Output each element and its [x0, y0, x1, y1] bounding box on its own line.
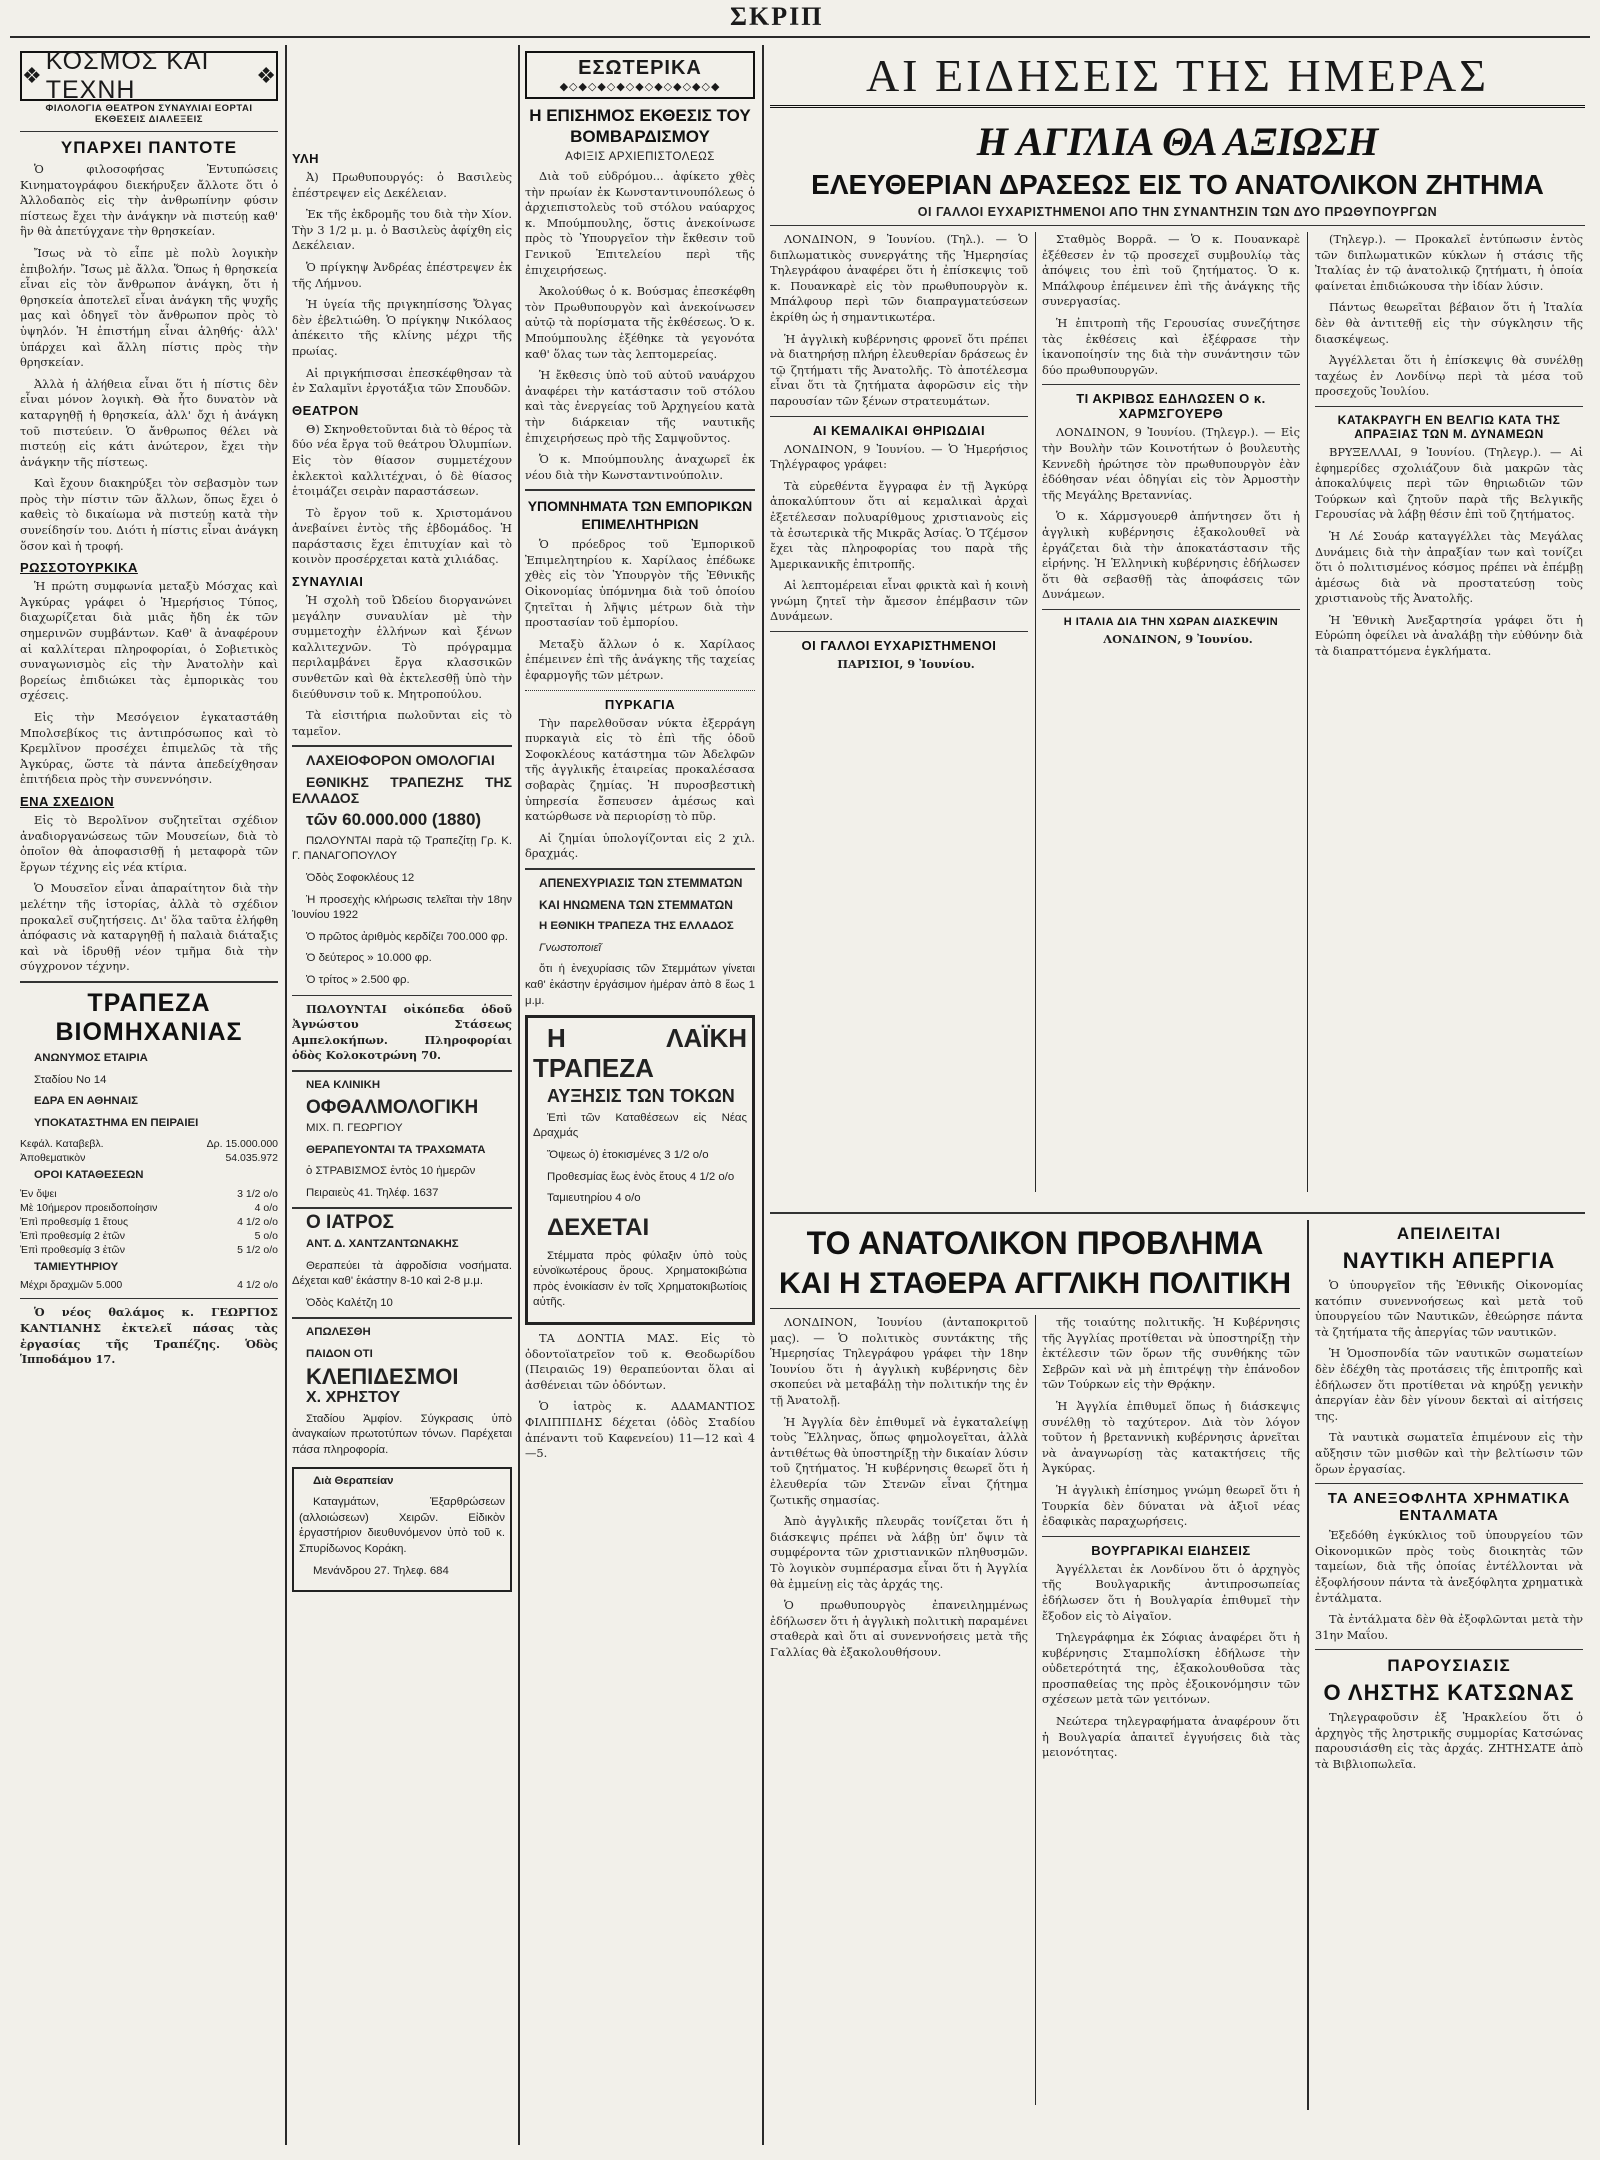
- column-rule: [1035, 1315, 1036, 2105]
- article-paragraph: Τὰ εἰσιτήρια πωλοῦνται εἰς τὸ ταμεῖον.: [292, 708, 512, 738]
- divider: [292, 745, 512, 747]
- column-rule: [518, 45, 520, 2145]
- article-paragraph: Ὁ Μουσεῖον εἶναι ἀπαραίτητον διὰ τὴν μελέτην τῆς ἱστορίας, ἀλλὰ τὸ σχέδιον προκαλεῖ συζητήσεις. Δι' ὅλα ταῦτα ἐλήφθη ἀπόφασις νὰ καταργηθῇ ἡ παλαιὰ διάταξις καὶ νὰ ἱδρυθῇ νέον τμῆμα διὰ τὴν σύγχρονον τέχνην.: [20, 881, 278, 974]
- ad-row-label: Ἀποθεματικὸν: [20, 1152, 86, 1165]
- article-paragraph: Εἰς τὴν Μεσόγειον ἐγκαταστάθη Μπολσεβίκος τις ἀντιπρόσωπος καὶ τὸ Κρεμλῖνον προσέχει ἐπιμελῶς τὰ τῆς Ἀγκύρας, ὥστε τὰ πάντα ἀπεδείχθησαν ἐπιτήδεια πρὸς τὴν συνεννόησιν.: [20, 710, 278, 787]
- article-title: ΠΥΡΚΑΓΙΑ: [604, 696, 676, 712]
- ad-row: [20, 1229, 278, 1243]
- ad-line: Σταδίου Νο 14: [34, 1073, 107, 1086]
- ad-line: τῶν 60.000.000 (1880): [306, 810, 482, 830]
- article-title: ΤΙ ΑΚΡΙΒΩΣ ΕΔΗΛΩΣΕΝ Ο κ. ΧΑΡΜΣΓΟΥΕΡΘ: [1076, 391, 1266, 422]
- ad-title: ΤΡΑΠΕΖΑ ΒΙΟΜΗΧΑΝΙΑΣ: [55, 988, 243, 1046]
- ad-line: Διὰ Θεραπείαν: [313, 1474, 394, 1487]
- ad-line: Ο ΙΑΤΡΟΣ: [306, 1212, 394, 1234]
- divider: [770, 1308, 1300, 1309]
- article-paragraph: ΛΟΝΔΙΝΟΝ, 9 Ἰουνίου.: [1103, 631, 1253, 646]
- article-title: ΥΛΗ: [292, 151, 320, 166]
- ad-line: ΑΠΕΝΕΧΥΡΙΑΣΙΣ ΤΩΝ ΣΤΕΜΜΑΤΩΝ: [539, 875, 743, 890]
- article-paragraph: Ἀκολούθως ὁ κ. Βούσμας ἐπεσκέφθη τὸν Πρωθυπουργὸν καὶ ἀνεκοίνωσεν αὐτῷ τὰ πορίσματα τῆς ἐκθέσεως. Ὁ κ. Μπούμπουλης ἐξέθηκε τὰ γεγονότα καθ' ὅλας των τὰς λεπτομερείας.: [525, 284, 755, 361]
- article-title: ΤΑ ΑΝΕΞΟΦΛΗΤΑ ΧΡΗΜΑΤΙΚΑ ΕΝΤΑΛΜΑΤΑ: [1327, 1490, 1571, 1525]
- ad-line: Ὁ δεύτερος » 10.000 φρ.: [306, 952, 432, 965]
- article-paragraph: Ἡ Ὁμοσπονδία τῶν ναυτικῶν σωματείων δὲν ἐδέχθη τὰς προτάσεις τῆς ἐπιτροπῆς καὶ ἐδήλωσεν ὅτι προτίθεται νὰ κηρύξῃ γενικὴν ἀπεργίαν ἐὰν δὲν γίνουν δεκταὶ αἱ αἰτήσεις της.: [1315, 1346, 1583, 1423]
- divider: [1042, 1536, 1300, 1537]
- article-paragraph: Ἡ Ἀγγλία δὲν ἐπιθυμεῖ νὰ ἐγκαταλείψῃ τοὺς Ἕλληνας, ὅπως φημολογεῖται, ἀλλὰ ἀντιθέτως θὰ ὑποστηρίξῃ τὴν δικαίαν λύσιν τοῦ ζητήματος. Ἡ κυβέρνησις θεωρεῖ ὅτι ἡ ἐλευθερία τῶν Στενῶν εἶναι ζήτημα ζωτικῆς σημασίας.: [770, 1414, 1028, 1507]
- article-paragraph: Τὴν παρελθοῦσαν νύκτα ἐξερράγη πυρκαγιὰ εἰς τὸ ἐπὶ τῆς ὁδοῦ Σοφοκλέους κατάστημα τῶν Ἀδελφῶν τῆς ἀγγλικῆς ἑταιρείας προκαλέσασα σοβαρὰς ζημίας. Ἡ πυροσβεστικὴ ὑπηρεσία ἔσπευσεν ἀμέσως καὶ κατώρθωσε νὰ περιορίσῃ τὸ πῦρ.: [525, 715, 755, 824]
- ad-row: [20, 1215, 278, 1229]
- article-paragraph: Ἡ Λέ Σουάρ καταγγέλλει τὰς Μεγάλας Δυνάμεις διὰ τὴν ἀπραξίαν των καὶ τονίζει ὅτι ὁ πολιτισμένος κόσμος πρέπει νὰ ἐπέμβῃ ἀμέσως διὰ νὰ προστατεύσῃ τοὺς χριστιανοὺς τῆς Ἀνατολῆς.: [1315, 528, 1583, 606]
- pawn-advertisement: [525, 876, 755, 1009]
- article-paragraph: Ἡ πρώτη συμφωνία μεταξὺ Μόσχας καὶ Ἀγκύρας γράφει ὁ Ἡμερήσιος Τύπος, διαχωρίζεται διὰ μιᾶς ἤδη ἐκ τῶν σημερινῶν συμβάντων. Καθ' ἃ ἀναφέρουν αἱ καλλίτεραι πληροφορίαι, ὁ Σοβιετικὸς συναγωνισμὸς εἰς τὴν Ἀνατολὴν καὶ βορείως ἐπιδιώκει τὰς ἐμπορικὰς του σχέσεις.: [20, 579, 278, 703]
- ad-line: Θεραπεύει τὰ ἀφροδίσια νοσήματα. Δέχεται καθ' ἑκάστην 8-10 καὶ 2-8 μ.μ.: [292, 1259, 512, 1288]
- banner-title: ΑΙ ΕΙΔΗΣΕΙΣ ΤΗΣ ΗΜΕΡΑΣ: [865, 49, 1490, 101]
- article-title: ΑΙ ΚΕΜΑΛΙΚΑΙ ΘΗΡΙΩΔΙΑΙ: [812, 422, 986, 438]
- column-rule: [1035, 232, 1036, 1192]
- article-paragraph: ΠΑΡΙΣΙΟΙ, 9 Ἰουνίου.: [837, 657, 975, 672]
- loan-advertisement: [292, 753, 512, 988]
- article-title-2: ΝΑΥΤΙΚΗ ΑΠΕΡΓΙΑ: [1342, 1248, 1556, 1273]
- column-2: [292, 45, 512, 2155]
- masthead-title: ΣΚΡΙΠ: [730, 2, 824, 31]
- ad-row: [20, 1201, 278, 1215]
- ad-line: ΠΩΛΟΥΝΤΑΙ παρὰ τῷ Τραπεζίτῃ Γρ. Κ. Γ. ΠΑΝΑΓΟΠΟΥΛΟΥ: [292, 834, 512, 863]
- divider: [525, 690, 755, 691]
- ad-line: ΘΕΡΑΠΕΥΟΝΤΑΙ ΤΑ ΤΡΑΧΩΜΑΤΑ: [306, 1143, 486, 1156]
- ad-row-value: 4 1/2 ο/ο: [237, 1279, 278, 1292]
- ad-line: ΥΠΟΚΑΤΑΣΤΗΜΑ ΕΝ ΠΕΙΡΑΙΕΙ: [34, 1116, 199, 1129]
- column-rule: [762, 45, 764, 2145]
- article-title: ΑΠΕΙΛΕΙΤΑΙ: [1396, 1224, 1502, 1243]
- ad-row-value: 5 ο/ο: [254, 1229, 278, 1242]
- divider: [20, 981, 278, 983]
- ad-footer: Ὁ νέος θαλάμος κ. ΓΕΩΡΓΙΟΣ ΚΑΝΤΙΑΝΗΣ ἐκτελεῖ πάσας τὰς ἐργασίας τῆς Τραπέζης. Ὁδὸς Ἱπποδάμου 17.: [20, 1305, 278, 1367]
- ad-row-label: Κεφάλ. Καταβεβλ.: [20, 1138, 104, 1151]
- sale-advertisement: ΠΩΛΟΥΝΤΑΙ οἰκόπεδα ὁδοῦ Ἀγνώστου Στάσεως Αμπελοκήπων. Πληροφορίαι ὁδὸς Κολοκοτρώνη 70.: [292, 1001, 512, 1063]
- ad-line: Καταγμάτων, Ἐξαρθρώσεων (αλλοιώσεων) Χειρῶν. Εἰδικὸν ἐργαστήριον διευθυνόμενον ὑπὸ τοῦ κ. Σπυρίδωνος Κοράκη.: [299, 1496, 505, 1555]
- article-paragraph: Ἀπὸ ἀγγλικῆς πλευρᾶς τονίζεται ὅτι ἡ διάσκεψις πρέπει νὰ λάβῃ ὑπ' ὄψιν τὰ συμφέροντα τῶν χριστιανικῶν πληθυσμῶν. Τὸ λογικὸν συμπέρασμα εἶναι ὅτι ἡ Ἀγγλία θὰ ἐμμείνῃ εἰς τὰς ἀρχάς της.: [770, 1514, 1028, 1591]
- ad-line: Μενάνδρου 27. Τηλεφ. 684: [313, 1564, 449, 1577]
- ad-row: [20, 1151, 278, 1165]
- masthead-rule: [10, 36, 1590, 38]
- ad-line: ΛΑΧΕΙΟΦΟΡΟΝ ΟΜΟΛΟΓΙΑΙ: [306, 752, 495, 769]
- article-paragraph: Ὁ πρίγκηψ Ἀνδρέας ἐπέστρεψεν ἐκ τῆς Λήμνου.: [292, 259, 512, 290]
- divider: [770, 225, 1585, 226]
- article-paragraph: Ἐκ τῆς ἐκδρομῆς του διὰ τὴν Χίον. Τὴν 3 1/2 μ. μ. ὁ Βασιλεὺς ἀφίχθη εἰς Δεκέλειαν.: [292, 207, 512, 253]
- article-paragraph: Ὁ πρωθυπουργὸς ἐπανειλημμένως ἐδήλωσεν ὅτι ἡ ἀγγλικὴ πολιτικὴ παραμένει σταθερὰ καὶ ὅτι αἱ συνεννοήσεις μετὰ τῆς Γαλλίας θὰ ἐξακολουθήσουν.: [770, 1598, 1028, 1659]
- news-columns-lower: [770, 1220, 1585, 2120]
- news-column-d: [1315, 1220, 1583, 2120]
- article-paragraph: Ὁ φιλοσοφήσας Ἐντυπώσεις Κινηματογράφου διεκήρυξεν ἄλλοτε ὅτι ὁ Ἀλλοδαπὸς εἰς τὴν ἀνθρωπίνην φύσιν πίστεως ἔχει τὴν ἀνάγκην νὰ πιστεύῃ καθ' ἣν θὰ ἀπετύγχανε τὴν θρησκείαν.: [20, 162, 278, 239]
- article-title: ΡΩΣΣΟΤΟΥΡΚΙΚΑ: [20, 560, 138, 576]
- ad-row: [20, 1278, 278, 1292]
- article-paragraph: Ἡ ὑγεία τῆς πριγκηπίσσης Ὄλγας δὲν ἐβελτιώθη. Ὁ πρίγκηψ Νικόλαος ἀπέκειτο τῆς κλίνης μέχρι τῆς πρωίας.: [292, 297, 512, 358]
- ad-line: Ἡ προσεχὴς κλήρωσις τελεῖται τὴν 18ην Ἰουνίου 1922: [292, 893, 512, 922]
- article-paragraph: Ὁ κ. Χάρμσγουερθ ἀπήντησεν ὅτι ἡ ἀγγλικὴ κυβέρνησις ἐξακολουθεῖ νὰ ἐργάζεται διὰ τὴν ἀποκατάστασιν τῆς εἰρήνης. Ἡ Ἑλληνικὴ κυβέρνησις ἐδήλωσεν ὅτι θὰ σεβασθῇ τὰς ἀποφάσεις τῶν Δυνάμεων.: [1042, 509, 1300, 602]
- divider: [292, 1207, 512, 1209]
- article-paragraph: Αἱ λεπτομέρειαι εἶναι φρικτὰ καὶ ἡ κοινὴ γνώμη ζητεῖ τὴν ἄμεσον ἐπέμβασιν τῶν Δυνάμεων.: [770, 578, 1028, 624]
- article-paragraph: Τὸ ἔργον τοῦ κ. Χριστομάνου ἀνεβαίνει ἐντὸς τῆς ἑβδομάδος. Ἡ παράστασις ἔχει ἐπιτυχίαν καὶ τὸ κοινὸν προσέρχεται κατὰ χιλιάδας.: [292, 505, 512, 567]
- ad-line: Η ΛΑΪΚΗ ΤΡΑΠΕΖΑ: [533, 1023, 747, 1084]
- article-paragraph: Ἡ ἔκθεσις ὑπὸ τοῦ αὐτοῦ ναυάρχου ἀναφέρει τὴν κατάστασιν τοῦ στόλου καὶ τὰς ἐνεργείας τοῦ Ἀρχηγείου κατὰ τὴν διάρκειαν τῆς ναυτικῆς ἐπιχειρήσεως πρὸ τῆς Σαμψοῦντος.: [525, 368, 755, 445]
- article-paragraph: Τὰ εὑρεθέντα ἔγγραφα ἐν τῇ Ἀγκύρᾳ ἀποκαλύπτουν ὅτι αἱ κεμαλικαὶ ἀρχαὶ ἐξετέλεσαν πολυαρίθμους χριστιανοὺς εἰς τὰ ἐσωτερικὰ τῆς Μικρᾶς Ἀσίας. Ὁ Τζέμσον ἔχει τὰς πληροφορίας του παρὰ τῆς Ἀμερικανικῆς ἐπιτροπῆς.: [770, 478, 1028, 571]
- doctor-advertisement: [292, 1212, 512, 1311]
- ad-line: Ὄψεως ὁ) ἐτοκισμένες 3 1/2 ο/ο: [547, 1148, 709, 1161]
- divider: [292, 1070, 512, 1072]
- left-column: [20, 45, 278, 2155]
- therapy-advertisement: [292, 1467, 512, 1593]
- article-title: ΥΠΟΜΝΗΜΑΤΑ ΤΩΝ ΕΜΠΟΡΙΚΩΝ ΕΠΙΜΕΛΗΤΗΡΙΩΝ: [527, 498, 753, 533]
- column-3: [525, 45, 755, 2155]
- divider: [1042, 384, 1300, 385]
- section-banner: [20, 47, 278, 104]
- article-paragraph: Διὰ τοῦ εὐδρόμου... ἀφίκετο χθὲς τὴν πρωίαν ἐκ Κωνσταντινουπόλεως ὁ ἀρχιεπιστολεὺς τοῦ στόλου ναύαρχος κ. Μπούμπουλης, ὅστις ἀνεκοίνωσε πρὸς τὸ Ὑπουργεῖον τὴν ἔκθεσιν τοῦ Γενικοῦ Ἐπιτελείου περὶ τῆς ἐπιχειρήσεως.: [525, 169, 755, 277]
- ad-line: Πειραιεὺς 41. Τηλέφ. 1637: [306, 1186, 439, 1199]
- ad-line: ΑΝΩΝΥΜΟΣ ΕΤΑΙΡΙΑ: [34, 1051, 148, 1064]
- ad-line: ΔΕΧΕΤΑΙ: [547, 1213, 650, 1241]
- ad-line: Σταδίου Ἀμφίον. Σύγκρασις ὑπὸ ἀναγκαίων πρωτοτύπων τόνων. Παρέχεται πάσα πληροφορία.: [292, 1412, 512, 1456]
- ad-line: ΑΝΤ. Δ. ΧΑΝΤΖΑΝΤΩΝΑΚΗΣ: [306, 1238, 459, 1251]
- section-banner: [525, 51, 755, 99]
- article-paragraph: Μεταξὺ ἄλλων ὁ κ. Χαρίλαος ἐπέμεινεν ἐπὶ τῆς ἀνάγκης τῆς ταχείας ἐφαρμογῆς τῶν μέτρων.: [525, 636, 755, 683]
- ornament-icon: ❖: [22, 63, 42, 89]
- ad-line: Ὁδὸς Καλέτζη 10: [306, 1296, 393, 1309]
- ad-line: Ταμιευτηρίου 4 ο/ο: [547, 1192, 641, 1205]
- article-paragraph: Ὁ κ. Μπούμπουλης ἀναχωρεῖ ἐκ νέου διὰ τὴν Κωνσταντινούπολιν.: [525, 452, 755, 482]
- ad-row: [20, 1187, 278, 1201]
- article-paragraph: Ἡ ἐπιτροπὴ τῆς Γερουσίας συνεζήτησε τὰς ἐκθέσεις καὶ ἐξέφρασε τὴν ἱκανοποίησίν της διὰ τὴν συνάντησιν τῶν δύο πρωθυπουργῶν.: [1042, 315, 1300, 377]
- ad-row-value: 4 1/2 ο/ο: [237, 1215, 278, 1228]
- article-paragraph: ΛΟΝΔΙΝΟΝ, 9 Ἰουνίου. (Τηλεγρ.). — Εἰς τὴν Βουλὴν τῶν Κοινοτήτων ὁ βουλευτὴς Κεννεδὴ ἠρώτησε τὸν πρωθυπουργὸν ἐὰν ἐδόθησαν νέαι ὁδηγίαι εἰς τὸν Ἀρμοστὴν τῆς Μεγάλης Βρεταννίας.: [1042, 425, 1300, 502]
- divider: [1315, 1483, 1583, 1484]
- ad-row-value: 4 ο/ο: [254, 1201, 278, 1214]
- ad-row-label: Ἐν ὄψει: [20, 1187, 57, 1200]
- article-headline: ΤΟ ΑΝΑΤΟΛΙΚΟΝ ΠΡΟΒΛΗΜΑ: [806, 1225, 1264, 1261]
- divider: [525, 489, 755, 491]
- article-paragraph: Σταθμὸς Βορρᾶ. — Ὁ κ. Πουανκαρὲ ἐξέθεσεν ἐν τῷ προσεχεῖ συμβουλίῳ τὰς ἀπόψεις του ἐπὶ τοῦ ζητήματος. Ὁ κ. Μπάλφουρ ἐπέμεινεν ἐπὶ τῆς ἀνάγκης τῆς συνεργασίας.: [1042, 232, 1300, 309]
- article-paragraph: Ὁ ἰατρὸς κ. ΑΔΑΜΑΝΤΙΟΣ ΦΙΛΙΠΠΙΔΗΣ δέχεται (ὁδὸς Σταδίου ἀπέναντι τοῦ Καφενείου) 11—12 καὶ 4—5.: [525, 1399, 755, 1461]
- ad-subtitle: ΤΑΜΙΕΥΤΗΡΙΟΥ: [34, 1260, 119, 1273]
- article-headline-2: ΚΑΙ Η ΣΤΑΘΕΡΑ ΑΓΓΛΙΚΗ ΠΟΛΙΤΙΚΗ: [779, 1267, 1291, 1300]
- article-paragraph: Τὰ ἐντάλματα δὲν θὰ ἐξοφλῶνται μετὰ τὴν 31ην Μαΐου.: [1315, 1612, 1583, 1642]
- ad-line: ΑΠΩΛΕΣΘΗ: [306, 1326, 371, 1339]
- ad-row-label: Ἐπὶ προθεσμίᾳ 1 ἔτους: [20, 1215, 129, 1228]
- section-title: ΕΣΩΤΕΡΙΚΑ: [578, 57, 702, 79]
- lost-advertisement: [292, 1325, 512, 1458]
- lower-story: [770, 1220, 1300, 2120]
- ad-line: ΟΦΘΑΛΜΟΛΟΓΙΚΗ: [306, 1096, 479, 1118]
- divider: [1042, 609, 1300, 610]
- ad-line: ὅτι ἡ ἐνεχυρίασις τῶν Στεμμάτων γίνεται καθ' ἑκάστην ἐργάσιμον ἡμέραν ἀπὸ 8 ἕως 1 μ.μ.: [525, 963, 755, 1007]
- ad-line: Ὁ πρῶτος ἀριθμὸς κερδίζει 700.000 φρ.: [306, 930, 508, 943]
- article-paragraph: Ἐξεδόθη ἐγκύκλιος τοῦ ὑπουργείου τῶν Οἰκονομικῶν πρὸς τοὺς διοικητὰς τῶν ταμείων, διὰ τῆς ὁποίας ἐντέλλονται νὰ ἐξοφλήσουν πάντα τὰ ἀνεξόφλητα χρηματικὰ ἐντάλματα.: [1315, 1528, 1583, 1605]
- clinic-advertisement: [292, 1078, 512, 1202]
- masthead: [0, 0, 1600, 40]
- ad-line: ΕΘΝΙΚΗΣ ΤΡΑΠΕΖΗΣ ΤΗΣ ΕΛΛΑΔΟΣ: [292, 774, 512, 806]
- article-paragraph: ΒΡΥΞΕΛΛΑΙ, 9 Ἰουνίου. (Τηλεγρ.). — Αἱ ἐφημερίδες σχολιάζουν διὰ μακρῶν τὰς ἀποκαλύψεις περὶ τῶν θηριωδιῶν τῶν Τούρκων καὶ ζητοῦν παρὰ τῆς Βελγικῆς Γερουσίας νὰ λάβῃ θέσιν ἐπὶ τοῦ ζητήματος.: [1315, 444, 1583, 522]
- article-title: ΣΥΝΑΥΛΙΑΙ: [292, 574, 364, 590]
- ad-subtitle: ΟΡΟΙ ΚΑΤΑΘΕΣΕΩΝ: [34, 1169, 144, 1182]
- divider: [1315, 406, 1583, 407]
- article-paragraph: Τηλεγραφοῦσιν ἐξ Ἡρακλείου ὅτι ὁ ἀρχηγὸς τῆς ληστρικῆς συμμορίας Κατσώνας παρουσιάσθη εἰς τὰς ἀρχάς. ΖΗΤΗΣΑΤΕ ἀπὸ τὰ Βιβλιοπωλεῖα.: [1315, 1710, 1583, 1772]
- divider: [292, 995, 512, 996]
- ad-line: ΝΕΑ ΚΛΙΝΙΚΗ: [306, 1078, 381, 1091]
- ad-line: Ἐπὶ τῶν Καταθέσεων εἰς Νέας Δραχμάς: [533, 1111, 747, 1140]
- article-paragraph: Ἡ ἀγγλικὴ ἐπίσημος γνώμη θεωρεῖ ὅτι ἡ Τουρκία δὲν δύναται νὰ ἀξιοῖ νέας ἐδαφικὰς παραχωρήσεις.: [1042, 1482, 1300, 1529]
- article-paragraph: Ἀγγέλλεται ἐκ Λονδίνου ὅτι ὁ ἀρχηγὸς τῆς Βουλγαρικῆς ἀντιπροσωπείας ἐδήλωσεν ὅτι ἡ Βουλγαρία ἐπιθυμεῖ τὴν ἔξοδον εἰς τὸ Αἰγαῖον.: [1042, 1561, 1300, 1623]
- lead-headline-2: ΕΛΕΥΘΕΡΙΑΝ ΔΡΑΣΕΩΣ ΕΙΣ ΤΟ ΑΝΑΤΟΛΙΚΟΝ ΖΗΤΗΜΑ: [811, 169, 1544, 200]
- article-paragraph: ΛΟΝΔΙΝΟΝ, 9 Ἰουνίου. (Τηλ.). — Ὁ διπλωματικὸς συνεργάτης τῆς Ἡμερησίας Τηλεγράφου ἀναφέρει ὅτι ἡ ἐπίσκεψις τοῦ κ. Πουανκαρὲ εἰς τὸν πρωθυπουργὸν κ. Μπάλφουρ περὶ τῶν διαπραγματεύσεων ἐκρίθη ὡς ἡ σημαντικωτέρα.: [770, 232, 1028, 324]
- ad-line: Χ. ΧΡΗΣΤΟΥ: [306, 1389, 401, 1407]
- ad-line: Στέμματα πρὸς φύλαξιν ὑπὸ τοὺς εὐνοϊκωτέρους ὅρους. Χρηματοκιβώτια πρὸς ἐνοικίασιν ἐν τοῖς Χρηματοκιβωτίοις αὐτῆς.: [533, 1249, 747, 1309]
- ornament-band: ◆◇◆◇◆◇◆◇◆◇◆◇◆◇◆◇◆: [559, 80, 721, 93]
- article-paragraph: Ἡ ἀγγλικὴ κυβέρνησις φρονεῖ ὅτι πρέπει νὰ διατηρήσῃ πλήρη ἐλευθερίαν δράσεως ἐν τῷ ζητήματι τῆς Ἀνατολῆς. Τὸ ἀποτέλεσμα εἶναι ὅτι τὰ ζητήματα ἀφορῶσιν εἰς τὴν παρουσίαν τῶν ξένων στρατευμάτων.: [770, 331, 1028, 408]
- divider: [20, 1298, 278, 1299]
- article-paragraph: Ἀλλὰ ἡ ἀλήθεια εἶναι ὅτι ἡ πίστις δὲν εἶναι μόνον λογικὴ. Θὰ ἦτο δυνατὸν νὰ καταργηθῇ ἡ θρησκεία, ἀλλ' ὄχι ἡ ἀνάγκη τοῦ πιστεύειν. Ὁ ἄνθρωπος θέλει νὰ πιστεύῃ εἰς κάτι ἀνώτερον, ἔχει τὴν ἀνάγκην τῆς πίστεως.: [20, 376, 278, 469]
- ad-row-label: Μέχρι δραχμῶν 5.000: [20, 1279, 123, 1292]
- ad-row: [20, 1137, 278, 1151]
- ad-line: ΚΑΙ ΗΝΩΜΕΝΑ ΤΩΝ ΣΤΕΜΜΑΤΩΝ: [539, 897, 733, 912]
- article-paragraph: Καὶ ἔχουν διακηρύξει τὸν σεβασμὸν των πρὸς τὴν πίστιν τῶν ἄλλων, ὅπως ἔχει ὁ καθεὶς τὸ δικαίωμα νὰ πιστεύῃ κατὰ τὴν συνείδησίν του. Διότι ἡ πίστις εἶναι ἀνάγκη ὅσον καὶ ἡ τροφή.: [20, 476, 278, 553]
- article-paragraph: Ἀγγέλλεται ὅτι ἡ ἐπίσκεψις θὰ συνέλθῃ ταχέως ἐν Λονδίνῳ περὶ τὰ μέσα τοῦ προσεχοῦς Ἰουλίου.: [1315, 353, 1583, 399]
- divider: [770, 631, 1028, 632]
- ad-row-value: 5 1/2 ο/ο: [237, 1243, 278, 1256]
- bank-advertisement: [20, 989, 278, 1368]
- article-paragraph: Θ) Σκηνοθετοῦνται διὰ τὸ θέρος τὰ δύο νέα ἔργα τοῦ θεάτρου Ὀλυμπίων. Εἰς τὸν θίασον συμμετέχουν ἐκλεκτοὶ καλλιτέχναι, ὁ δὲ θίασος ἑτοιμάζει σειρὰν παραστάσεων.: [292, 421, 512, 499]
- lower-column-a: [770, 1315, 1028, 2115]
- news-column-c: [1315, 232, 1583, 1212]
- article-title: Η ΕΠΙΣΗΜΟΣ ΕΚΘΕΣΙΣ ΤΟΥ ΒΟΜΒΑΡΔΙΣΜΟΥ: [529, 106, 751, 146]
- article-paragraph: Ἡ Ἀγγλία ἐπιθυμεῖ ὅπως ἡ διάσκεψις συνέλθῃ τὸ ταχύτερον. Διὰ τὸν λόγον τοῦτον ἡ βρεταννικὴ κυβέρνησις ἀρνεῖται νὰ ἀναγνωρίσῃ τὰς κατακτήσεις τῆς Ἀγκύρας.: [1042, 1398, 1300, 1476]
- article-paragraph: Τὰ ναυτικὰ σωματεῖα ἐπιμένουν εἰς τὴν αὔξησιν τῶν μισθῶν καὶ τὴν βελτίωσιν τῶν ὅρων ἐργασίας.: [1315, 1430, 1583, 1476]
- article-paragraph: Πάντως θεωρεῖται βέβαιον ὅτι ἡ Ἰταλία δὲν θὰ ἀντιτεθῇ εἰς τὴν σύγκλησιν τῆς διασκέψεως.: [1315, 300, 1583, 346]
- ad-row-value: 3 1/2 ο/ο: [237, 1187, 278, 1200]
- article-paragraph: Ὁ πρόεδρος τοῦ Ἐμπορικοῦ Ἐπιμελητηρίου κ. Χαρίλαος ἐπέδωκε χθὲς εἰς τὸν Ὑπουργὸν τῆς Ἐθνικῆς Οἰκονομίας ὑπόμνημα διὰ τοῦ ὁποίου ζητεῖται ἡ λῆψις μέτρων διὰ τὴν προστασίαν τοῦ ἐμπορίου.: [525, 537, 755, 630]
- lead-subheadline: ΟΙ ΓΑΛΛΟΙ ΕΥΧΑΡΙΣΤΗΜΕΝΟΙ ΑΠΟ ΤΗΝ ΣΥΝΑΝΤΗΣΙΝ ΤΩΝ ΔΥΟ ΠΡΩΘΥΠΟΥΡΓΩΝ: [917, 205, 1438, 219]
- column-rule: [285, 45, 287, 2145]
- article-paragraph: Αἱ πριγκήπισσαι ἐπεσκέφθησαν τὰ ἐν Σαλαμῖνι ἐργοτάξια τῶν Σπουδῶν.: [292, 365, 512, 396]
- article-paragraph: Ἀ) Πρωθυπουργός: ὁ Βασιλεὺς ἐπέστρεψεν εἰς Δεκέλειαν.: [292, 170, 512, 200]
- ad-line: ΚΛΕΠΙΔΕΣΜΟΙ: [306, 1363, 459, 1389]
- article-title: ΒΟΥΡΓΑΡΙΚΑΙ ΕΙΔΗΣΕΙΣ: [1091, 1542, 1251, 1558]
- article-paragraph: τῆς τοιαύτης πολιτικῆς. Ἡ Κυβέρνησις τῆς Ἀγγλίας προτίθεται νὰ ὑποστηρίξῃ τὴν ἐκτέλεσιν τῶν ὅρων τῆς συνθήκης τῶν Σεβρῶν καὶ νὰ μὴ ἐπιτρέψῃ τὴν ἐπάνοδον τῶν Τούρκων εἰς τὴν Θρᾴκην.: [1042, 1315, 1300, 1392]
- article-title-2: Ο ΛΗΣΤΗΣ ΚΑΤΣΩΝΑΣ: [1323, 1680, 1575, 1706]
- article-paragraph: Ἴσως νὰ τὸ εἶπε μὲ πολὺ λογικὴν ἐπιβολήν. Ἴσως μὲ ἄλλα. Ὅπως ἡ θρησκεία εἶναι εἰς τὸν ἄνθρωπον ἀνάγκη, ὅτι ἡ θρησκεία ἀποτελεῖ εἶναι ἀνάγκη τῆς ψυχῆς μας καὶ ὁδηγεῖ τὸν ἄνθρωπον πρὸς τὸ ὑψηλόν. Ἡ ἐπιστήμη εἶναι ἀληθής· ἀλλ' ὑπάρχει καὶ ἄλλη πίστις πρὸς τὴν θρησκείαν.: [20, 245, 278, 370]
- article-title: ΚΑΤΑΚΡΑΥΓΗ ΕΝ ΒΕΛΓΙΩ ΚΑΤΑ ΤΗΣ ΑΠΡΑΞΙΑΣ ΤΩΝ Μ. ΔΥΝΑΜΕΩΝ: [1337, 412, 1561, 441]
- article-paragraph: Αἱ ζημίαι ὑπολογίζονται εἰς 2 χιλ. δραχμάς.: [525, 830, 755, 861]
- news-columns-upper: [770, 232, 1585, 1212]
- article-title: ΕΝΑ ΣΧΕΔΙΟΝ: [20, 793, 115, 809]
- ad-row-value: 54.035.972: [225, 1152, 278, 1165]
- article-title: ΥΠΑΡΧΕΙ ΠΑΝΤΟΤΕ: [60, 138, 238, 157]
- divider: [770, 1212, 1585, 1214]
- ad-line: ΠΑΙΔΟΝ ΟΤΙ: [306, 1348, 373, 1361]
- ad-row-label: Ἐπὶ προθεσμίᾳ 2 ἐτῶν: [20, 1229, 125, 1242]
- ad-line: Η ΕΘΝΙΚΗ ΤΡΑΠΕΖΑ ΤΗΣ ΕΛΛΑΔΟΣ: [539, 920, 734, 933]
- ad-line: Γνωστοποιεῖ: [539, 941, 602, 954]
- ad-line: ΜΙΧ. Π. ΓΕΩΡΓΙΟΥ: [306, 1122, 403, 1135]
- bank-advertisement: [525, 1015, 755, 1325]
- article-paragraph: Ὁ ὑπουργεῖον τῆς Ἐθνικῆς Οἰκονομίας κατόπιν συνεννοήσεως καὶ μετὰ τοῦ ὑπουργείου τῶν Ναυτικῶν, ἐθεώρησε πάντα τὰ ζητήματα τῆς ἀπεργίας τῶν ναυτικῶν.: [1315, 1278, 1583, 1339]
- ad-line: ΕΔΡΑ ΕΝ ΑΘΗΝΑΙΣ: [34, 1095, 138, 1108]
- article-paragraph: ΛΟΝΔΙΝΟΝ, Ἰουνίου (ἀνταποκριτοῦ μας). — Ὁ πολιτικὸς συντάκτης τῆς Ἡμερησίας Τηλεγράφου γράφει τὴν 18ην Ἰουνίου ὅτι ἡ ἀγγλικὴ κυβέρνησις δὲν σκοπεύει νὰ μεταβάλῃ τὴν πολιτικήν της ἐν τῇ Ἀνατολῇ.: [770, 1315, 1028, 1407]
- ad-line: Ὁ τρίτος » 2.500 φρ.: [306, 973, 410, 986]
- ad-line: ὁ ΣΤΡΑΒΙΣΜΟΣ ἐντὸς 10 ἡμερῶν: [306, 1165, 476, 1178]
- article-title: ΠΑΡΟΥΣΙΑΣΙΣ: [1387, 1656, 1511, 1676]
- article-paragraph: Ἡ Ἐθνικὴ Ἀνεξαρτησία γράφει ὅτι ἡ Εὐρώπη ὀφείλει νὰ ἀναλάβῃ τὴν εὐθύνην διὰ τὰ διαπραττόμενα ἐγκλήματα.: [1315, 612, 1583, 659]
- ad-row-label: Ἐπὶ προθεσμίᾳ 3 ἐτῶν: [20, 1243, 125, 1256]
- section-subtitle: ΦΙΛΟΛΟΓΙΑ ΘΕΑΤΡΟΝ ΣΥΝΑΥΛΙΑΙ ΕΟΡΤΑΙ ΕΚΘΕΣΕΙΣ ΔΙΑΛΕΞΕΙΣ: [45, 103, 253, 125]
- ornament-icon: ❖: [256, 63, 276, 89]
- lead-headline: Η ΑΓΓΛΙΑ ΘΑ ΑΞΙΩΣΗ: [976, 119, 1379, 164]
- news-column-b: [1042, 232, 1300, 1212]
- news-column-a: [770, 232, 1028, 1212]
- ad-line: Προθεσμίας ἕως ἑνὸς ἔτους 4 1/2 ο/ο: [547, 1170, 735, 1183]
- article-title: ΟΙ ΓΑΛΛΟΙ ΕΥΧΑΡΙΣΤΗΜΕΝΟΙ: [801, 638, 997, 654]
- column-rule: [1307, 1220, 1309, 2110]
- divider: [525, 868, 755, 870]
- section-title: ΚΟΣΜΟΣ ΚΑΙ ΤΕΧΝΗ: [45, 47, 210, 104]
- ad-line: ΑΥΞΗΣΙΣ ΤΩΝ ΤΟΚΩΝ: [547, 1086, 735, 1107]
- ad-row-value: Δρ. 15.000.000: [206, 1138, 278, 1151]
- divider: [770, 416, 1028, 417]
- ad-row: [20, 1243, 278, 1257]
- article-paragraph: Νεώτερα τηλεγραφήματα ἀναφέρουν ὅτι ἡ Βουλγαρία ἀπαιτεῖ ἐγγυήσεις διὰ τὰς μειονότητας.: [1042, 1714, 1300, 1760]
- column-rule: [1307, 232, 1308, 1192]
- article-paragraph: (Τηλεγρ.). — Προκαλεῖ ἐντύπωσιν ἐντὸς τῶν διπλωματικῶν κύκλων ἡ στάσις τῆς Ἰταλίας ἐν τῷ ἀνατολικῷ ζητήματι, ἡ ὁποία φαίνεται ἐπιδιώκουσα τὴν ἰδίαν λύσιν.: [1315, 232, 1583, 293]
- divider: [1315, 1649, 1583, 1650]
- divider: [20, 131, 278, 132]
- news-banner: [770, 45, 1585, 108]
- article-subtitle: ΑΦΙΞΙΣ ΑΡΧΙΕΠΙΣΤΟΛΕΩΣ: [565, 151, 715, 163]
- article-title: Η ΙΤΑΛΙΑ ΔΙΑ ΤΗΝ ΧΩΡΑΝ ΔΙΑΣΚΕΨΙΝ: [1063, 615, 1279, 628]
- article-paragraph: Τηλεγράφημα ἐκ Σόφιας ἀναφέρει ὅτι ἡ κυβέρνησις Σταμπολίσκη ἐδήλωσε τὴν οὐδετερότητά της, ἐξακολουθοῦσα τὰς προσπαθείας της πρὸς ἐξοικονόμησιν τῶν σχέσεων μετὰ τῶν γειτόνων.: [1042, 1630, 1300, 1707]
- article-paragraph: ΛΟΝΔΙΝΟΝ, 9 Ἰουνίου. — Ὁ Ἡμερήσιος Τηλέγραφος γράφει:: [770, 441, 1028, 472]
- article-paragraph: Ἡ σχολὴ τοῦ Ὠδείου διοργανώνει μεγάλην συναυλίαν μὲ τὴν συμμετοχὴν ἑλλήνων καὶ ξένων καλλιτεχνῶν. Τὸ πρόγραμμα περιλαμβάνει ἔργα κλασσικῶν συνθετῶν καὶ θὰ ἐκτελεσθῇ ὑπὸ τὴν διεύθυνσιν τοῦ κ. Μητροπούλου.: [292, 593, 512, 701]
- ad-line: Ὁδὸς Σοφοκλέους 12: [306, 871, 415, 884]
- lower-column-b: [1042, 1315, 1300, 2115]
- ad-row-label: Μὲ 10ήμερον προειδοποίησιν: [20, 1201, 158, 1214]
- news-section: [770, 45, 1585, 2155]
- divider: [292, 1317, 512, 1319]
- article-paragraph: Εἰς τὸ Βερολῖνον συζητεῖται σχέδιον ἀναδιοργανώσεως τῶν Μουσείων, διὰ τὸ ὁποῖον θὰ ἀποφασισθῇ ἡ μεταφορὰ τῶν ἔργων τέχνης εἰς νέα κτίρια.: [20, 812, 278, 874]
- article-paragraph: ΤΑ ΔΟΝΤΙΑ ΜΑΣ. Εἰς τὸ ὀδοντοϊατρεῖον τοῦ κ. Θεοδωρίδου (Πειραιῶς 19) θεραπεύονται ὅλαι αἱ ἀσθένειαι τῶν ὀδόντων.: [525, 1331, 755, 1392]
- article-title: ΘΕΑΤΡΟΝ: [292, 402, 359, 418]
